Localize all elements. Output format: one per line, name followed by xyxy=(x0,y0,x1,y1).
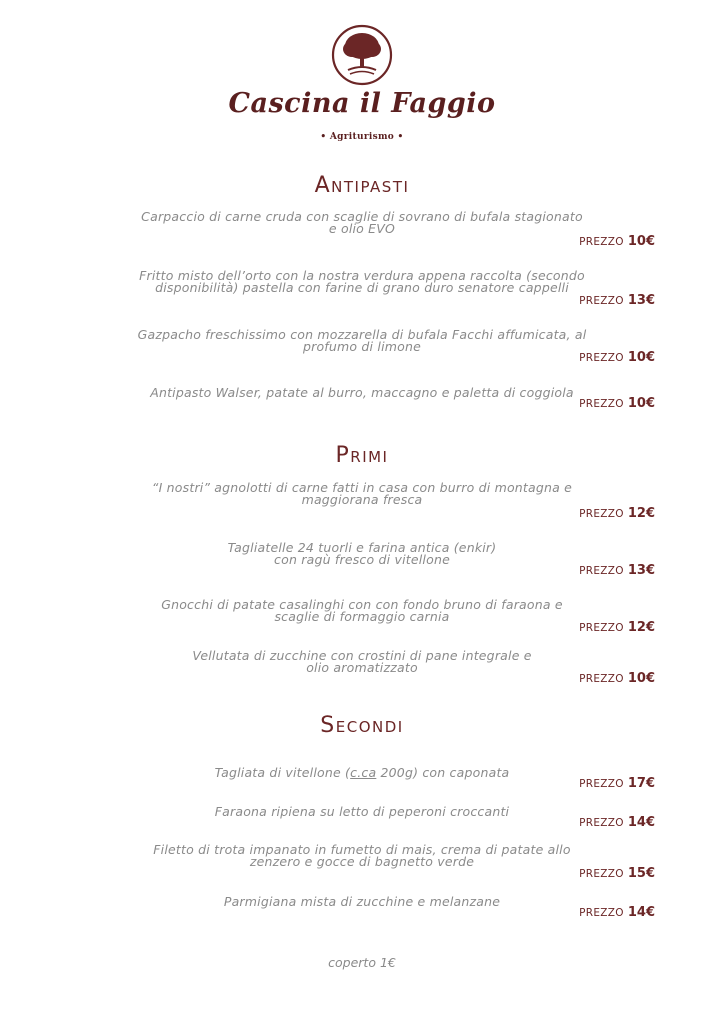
dish-line: Fritto misto dell’orto con la nostra verdura appena raccolta (secondo xyxy=(139,268,585,283)
dish-line: profumo di limone xyxy=(302,339,421,354)
price-antipasto-2 xyxy=(579,293,655,308)
section-title-secondi: Secondi xyxy=(320,713,404,738)
price-label: PREZZO xyxy=(579,817,624,829)
dish-line: zenzero e gocce di bagnetto verde xyxy=(249,854,475,869)
price-value: 10€ xyxy=(627,350,655,365)
section-title-antipasti: Antipasti xyxy=(314,173,410,198)
price-value: 12€ xyxy=(627,620,655,635)
cover-charge: coperto 1€ xyxy=(328,955,396,970)
brand-name: Cascina il Faggio xyxy=(228,88,496,119)
dish-antipasto-2 xyxy=(0,270,724,294)
dish-line: scaglie di formaggio carnia xyxy=(274,609,450,624)
price-value: 13€ xyxy=(627,293,655,308)
price-value: 17€ xyxy=(627,776,655,791)
dish-line: olio aromatizzato xyxy=(306,660,418,675)
price-value: 13€ xyxy=(627,563,655,578)
price-antipasto-3 xyxy=(579,350,655,365)
price-secondo-3 xyxy=(579,866,655,881)
price-value: 12€ xyxy=(627,506,655,521)
price-primo-1 xyxy=(579,506,655,521)
dish-line: Vellutata di zucchine con crostini di pane integrale e xyxy=(192,648,532,663)
price-secondo-2 xyxy=(579,815,655,830)
dish-line: Antipasto Walser, patate al burro, maccagno e paletta di coggiola xyxy=(150,385,574,400)
dish-line: e olio EVO xyxy=(328,221,396,236)
price-label: PREZZO xyxy=(579,295,624,307)
logo xyxy=(0,22,724,88)
price-value: 10€ xyxy=(627,396,655,411)
price-label: PREZZO xyxy=(579,565,624,577)
price-primo-4 xyxy=(579,671,655,686)
price-label: PREZZO xyxy=(579,778,624,790)
dish-line: Gazpacho freschissimo con mozzarella di bufala Facchi affumicata, al xyxy=(137,327,587,342)
price-antipasto-4 xyxy=(579,396,655,411)
price-label: PREZZO xyxy=(579,352,624,364)
dish-secondo-3 xyxy=(0,844,724,868)
price-label: PREZZO xyxy=(579,868,624,880)
price-label: PREZZO xyxy=(579,622,624,634)
dish-line: maggiorana fresca xyxy=(301,492,423,507)
dish-text: 200g) con caponata xyxy=(376,765,510,780)
dish-primo-1 xyxy=(0,482,724,506)
dish-line: Faraona ripiena su letto di peperoni croccanti xyxy=(214,804,510,819)
price-value: 10€ xyxy=(627,671,655,686)
dish-line: Tagliatelle 24 tuorli e farina antica (enkir) xyxy=(227,540,497,555)
price-secondo-4 xyxy=(579,905,655,920)
dish-line: Parmigiana mista di zucchine e melanzane xyxy=(223,894,501,909)
tree-icon xyxy=(330,22,394,88)
price-primo-2 xyxy=(579,563,655,578)
price-primo-3 xyxy=(579,620,655,635)
dish-line: disponibilità) pastella con farine di grano duro senatore cappelli xyxy=(155,280,569,295)
price-value: 14€ xyxy=(627,905,655,920)
dish-line: “I nostri” agnolotti di carne fatti in casa con burro di montagna e xyxy=(151,480,573,495)
dish-line: Carpaccio di carne cruda con scaglie di sovrano di bufala stagionato xyxy=(141,209,583,224)
dish-antipasto-1 xyxy=(0,211,724,235)
dish-text: Tagliata di vitellone ( xyxy=(214,765,351,780)
dish-line: con ragù fresco di vitellone xyxy=(274,552,450,567)
price-label: PREZZO xyxy=(579,236,624,248)
price-antipasto-1 xyxy=(579,234,655,249)
dish-text-underlined: c.ca xyxy=(350,765,377,780)
price-label: PREZZO xyxy=(579,508,624,520)
dish-line: Filetto di trota impanato in fumetto di mais, crema di patate allo xyxy=(153,842,571,857)
price-secondo-1 xyxy=(579,776,655,791)
price-value: 15€ xyxy=(627,866,655,881)
price-label: PREZZO xyxy=(579,907,624,919)
dish-line: Gnocchi di patate casalinghi con con fondo bruno di faraona e xyxy=(161,597,563,612)
price-label: PREZZO xyxy=(579,398,624,410)
price-label: PREZZO xyxy=(579,673,624,685)
section-title-primi: Primi xyxy=(335,443,389,468)
brand-subtitle: • Agriturismo • xyxy=(320,132,404,142)
price-value: 14€ xyxy=(627,815,655,830)
price-value: 10€ xyxy=(627,234,655,249)
